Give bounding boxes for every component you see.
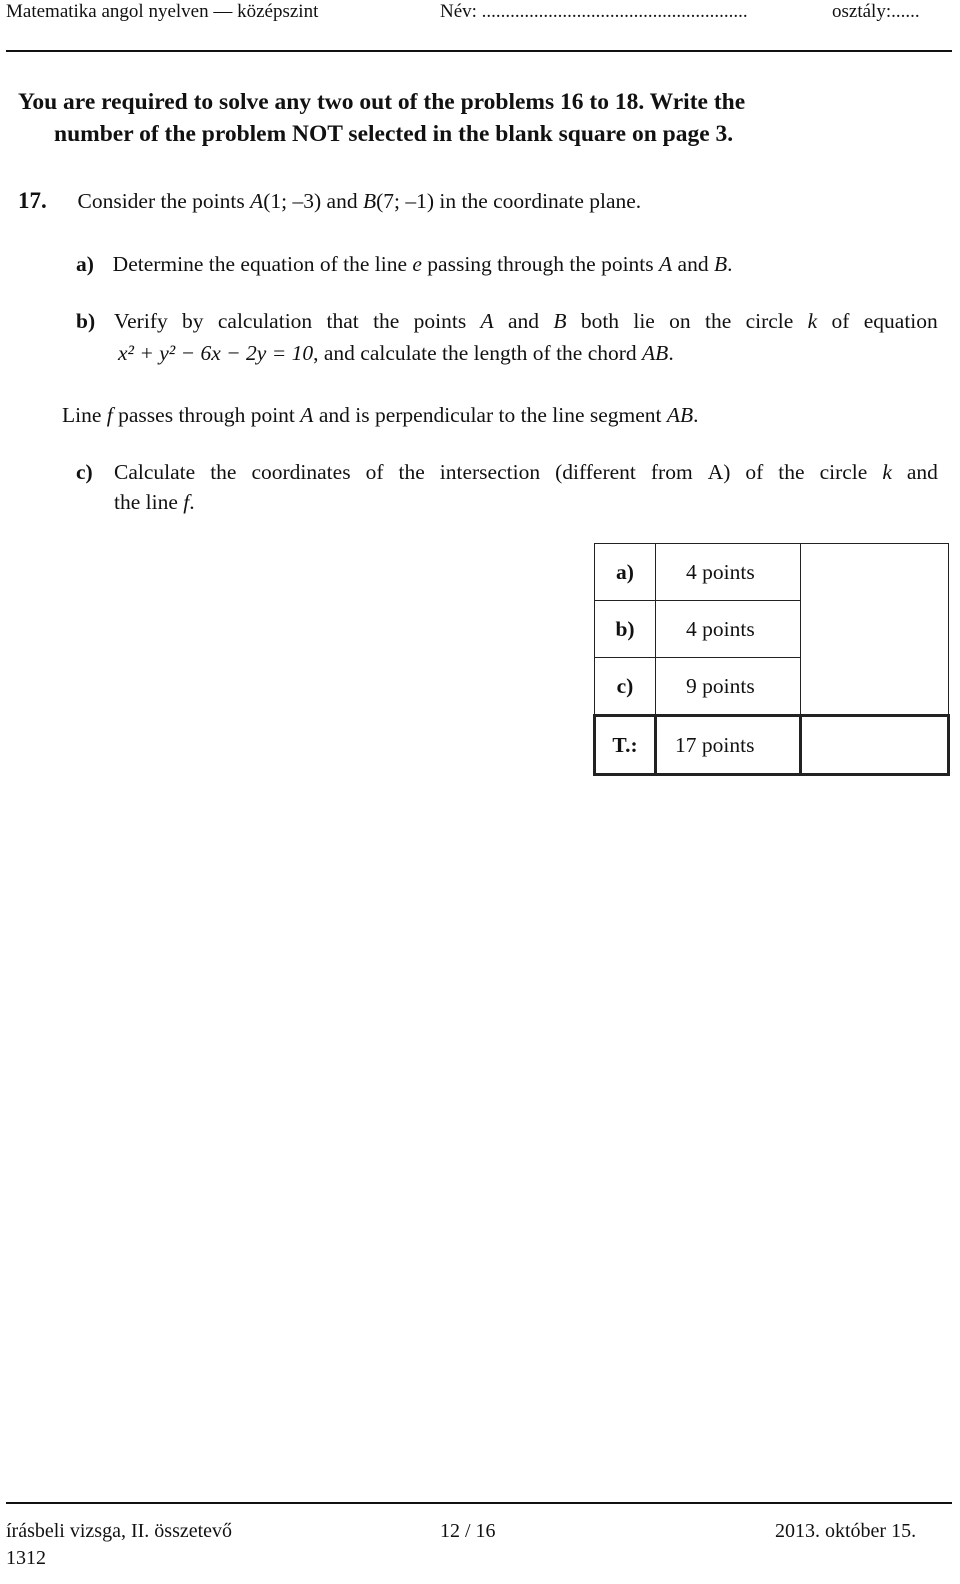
instructions-line-2: number of the problem NOT selected in the blank square on page 3.	[54, 121, 734, 147]
footer-page-number: 12 / 16	[440, 1520, 496, 1542]
line-e: e	[412, 252, 422, 276]
word: and	[906, 460, 938, 484]
point-b: B	[362, 189, 377, 213]
word: B	[553, 309, 567, 333]
header-name-field: Név: ........................................................	[440, 1, 748, 22]
part-a	[76, 252, 732, 277]
line-f-name: f	[106, 403, 113, 427]
line-f-mid: passes through point	[112, 403, 301, 427]
score-points: 4 points	[656, 601, 801, 658]
header-class-field: osztály:......	[832, 1, 920, 22]
score-total-box[interactable]	[801, 716, 949, 775]
part-b-label: b)	[76, 309, 96, 333]
score-part-label: c)	[595, 658, 656, 716]
part-a-end: .	[727, 252, 733, 276]
line-f-pre: Line	[62, 403, 107, 427]
part-b-line-2-text: , and calculate the length of the chord	[313, 341, 643, 365]
part-a-point-b: B	[713, 252, 728, 276]
instructions-line-1: You are required to solve any two out of the problems 16 to 18. Write the	[18, 89, 746, 115]
point-a: A	[250, 189, 264, 213]
word: k	[807, 309, 818, 333]
word: lie	[633, 309, 655, 333]
score-points: 4 points	[656, 544, 801, 601]
stem-text: Consider the points	[77, 189, 251, 213]
footer-date: 2013. október 15.	[775, 1520, 917, 1542]
part-a-text-mid: passing through the points	[421, 252, 660, 276]
part-a-text: Determine the equation of the line	[112, 252, 413, 276]
line-f-statement	[62, 403, 699, 428]
word: A)	[707, 460, 731, 484]
part-c-line-2	[114, 490, 195, 515]
word: both	[580, 309, 620, 333]
score-row-a	[595, 544, 949, 601]
word: on	[669, 309, 691, 333]
word: equation	[863, 309, 938, 333]
score-table	[593, 543, 950, 776]
word: the	[778, 460, 805, 484]
score-total-points: 17 points	[656, 716, 801, 775]
word: by	[182, 309, 204, 333]
word: calculation	[217, 309, 313, 333]
word: the	[210, 460, 237, 484]
word: circle	[745, 309, 794, 333]
header-rule	[6, 50, 952, 52]
footer-exam-name: írásbeli vizsga, II. összetevő	[6, 1520, 233, 1542]
word: circle	[819, 460, 868, 484]
point-a-coords: (1; –3) and	[263, 189, 363, 213]
word: that	[326, 309, 359, 333]
part-b-line-1	[114, 309, 938, 334]
part-c-label: c)	[76, 460, 93, 484]
score-part-label: b)	[595, 601, 656, 658]
word: Verify	[114, 309, 168, 333]
word: of	[365, 460, 384, 484]
line-f-mid2: and is perpendicular to the line segment	[313, 403, 667, 427]
word: intersection	[439, 460, 541, 484]
part-c-line-f: f	[183, 490, 190, 514]
footer-exam-code: 1312	[6, 1547, 46, 1569]
score-total-label: T.:	[595, 716, 656, 775]
part-b-end: .	[668, 341, 674, 365]
header-subject: Matematika angol nyelven — középszint	[6, 1, 319, 22]
part-c-line-1	[114, 460, 938, 485]
circle-equation: x² + y² − 6x − 2y = 10	[118, 341, 314, 365]
word: from	[650, 460, 693, 484]
instructions	[18, 86, 943, 150]
word: of	[745, 460, 764, 484]
word: coordinates	[251, 460, 351, 484]
chord-ab: AB	[642, 341, 669, 365]
part-c-line-2-end: .	[189, 490, 195, 514]
word: A	[480, 309, 494, 333]
score-row-total	[595, 716, 949, 775]
point-b-coords: (7; –1) in the coordinate plane.	[376, 189, 642, 213]
word: Calculate	[114, 460, 196, 484]
score-entry-box[interactable]	[801, 544, 949, 716]
word: (different	[555, 460, 636, 484]
part-a-label: a)	[76, 252, 94, 276]
problem-number: 17.	[18, 188, 47, 213]
line-f-end: .	[693, 403, 699, 427]
score-points: 9 points	[656, 658, 801, 716]
part-a-point-a: A	[659, 252, 673, 276]
line-f-point-a: A	[300, 403, 314, 427]
line-f-segment-ab: AB	[666, 403, 694, 427]
part-a-and: and	[672, 252, 714, 276]
word: and	[508, 309, 540, 333]
word: k	[882, 460, 892, 484]
part-c-line-2-pre: the line	[114, 490, 184, 514]
footer-rule	[6, 1502, 952, 1504]
word: the	[398, 460, 425, 484]
word: points	[413, 309, 467, 333]
word: the	[704, 309, 732, 333]
problem-stem	[18, 188, 641, 214]
score-part-label: a)	[595, 544, 656, 601]
word: the	[373, 309, 400, 333]
part-b-line-2	[118, 341, 674, 366]
word: of	[831, 309, 850, 333]
